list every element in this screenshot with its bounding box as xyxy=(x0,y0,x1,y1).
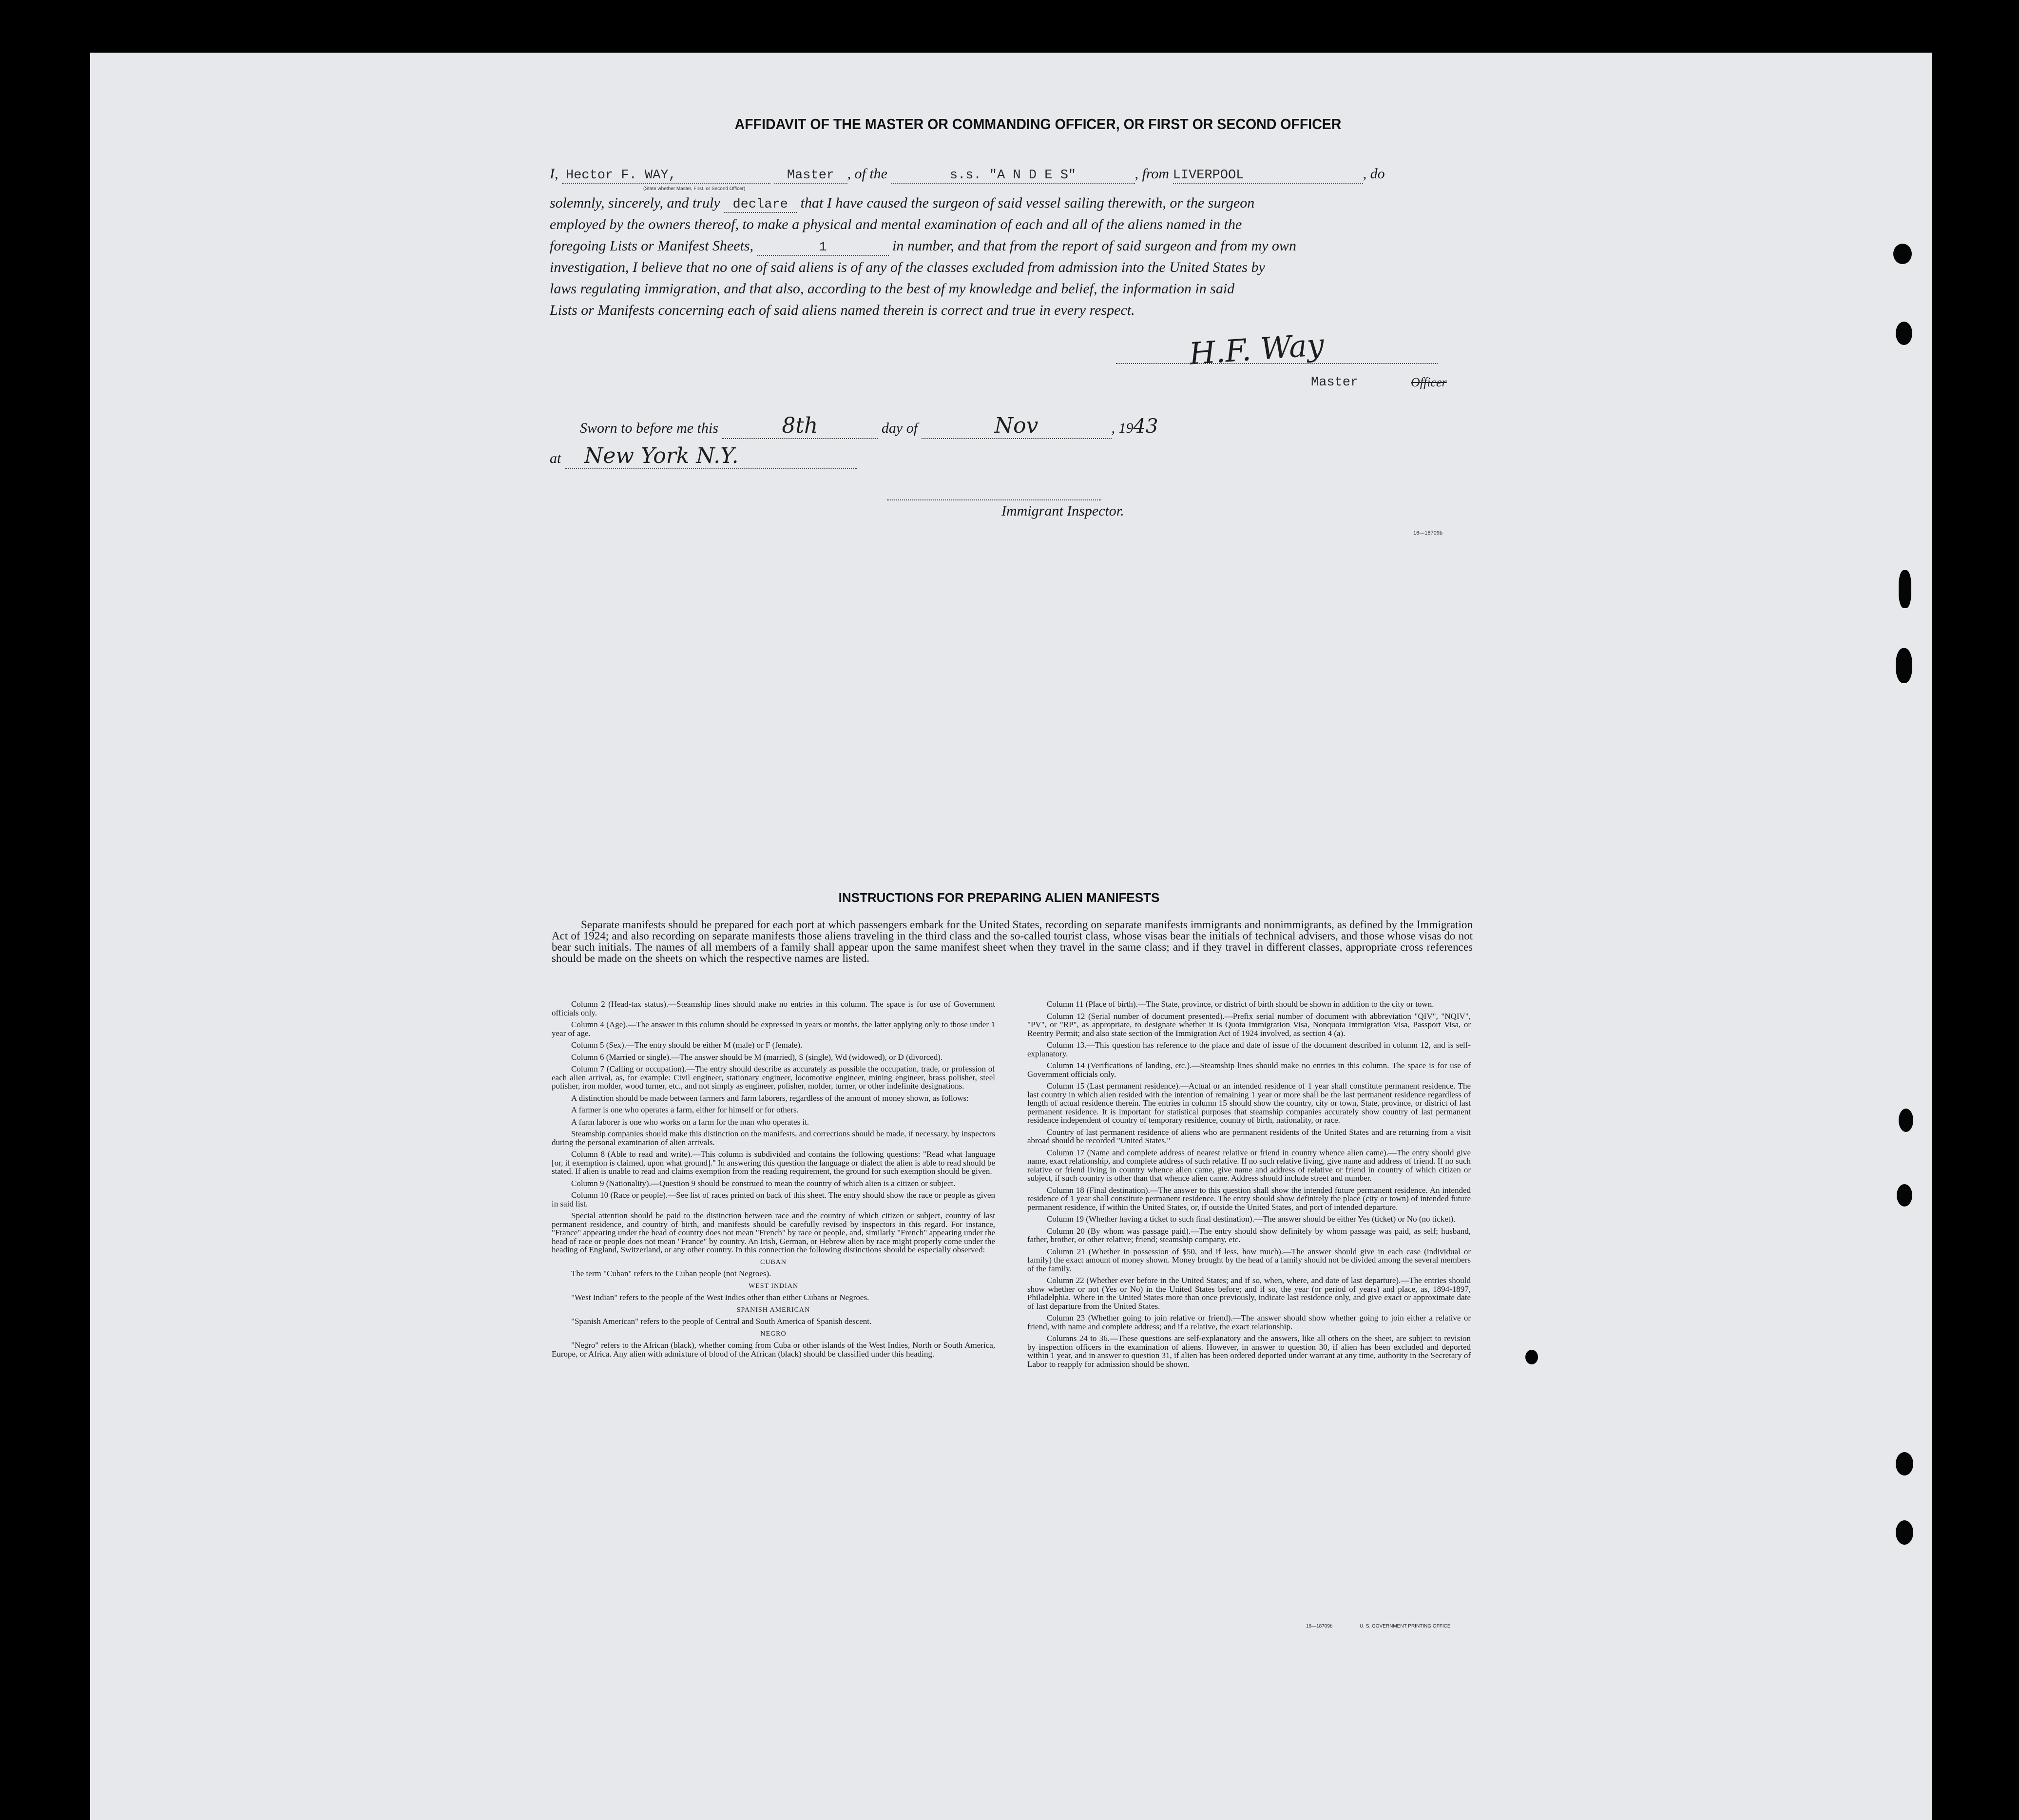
affidavit-i: I, xyxy=(550,166,558,182)
rank-note: (State whether Master, First, or Second Officer) xyxy=(643,186,746,192)
binder-hole xyxy=(1896,648,1912,683)
instructions-intro: Separate manifests should be prepared for each port at which passengers embark for the United States, recording on separate manifests immigrants and nonimmigrants, as defined by the Immigration Act of 1924; and also recording on separate manifests those aliens traveling in the third class and the so-called tourist class, whose visas bear the initials of technical advisers, and those whose visas do not bear such initials. The names of all members of a family shall appear upon the same manifest sheet when they travel in the same class; and if they travel in different classes, appropriate cross references should be made on the sheets on which the respective names are listed. xyxy=(552,919,1473,964)
binder-hole xyxy=(1896,1520,1913,1545)
cuban-heading: CUBAN xyxy=(760,1258,787,1266)
sheets-count: 1 xyxy=(757,240,889,256)
affidavit-line-3: employed by the owners thereof, to make a physical and mental examination of each and all of the aliens named in the xyxy=(550,216,1242,232)
columns-24-36-text: Columns 24 to 36.—These questions are self-explanatory and the answers, like all others on the sheet, are subject to revision by inspection officers in the examination of aliens. However, in answer to question 30, if alien has been excluded and deported within 1 year, and in answer to question 31, if alien has been ordered deported under warrant at any time, authority in the Secretary of Labor to reapply for admission should be shown. xyxy=(1027,1334,1471,1369)
special-attention-text: Special attention should be paid to the distinction between race and the country of which citizen or subject, country of last permanent residence, and country of birth, and manifests should be carefully revised by inspectors in this regard. For instance, "France" appearing under the head of country does not mean "French" by race or people, and, similarly "French" appearing under the head of race or people does not mean "France" by country. An Irish, German, or Hebrew alien by race might properly come under the heading of England, Switzerland, or any other country. In this connection the following distinctions should be especially observed: xyxy=(552,1211,995,1254)
officer-rank: Master xyxy=(774,168,847,184)
affidavit-line-2 xyxy=(550,195,1476,213)
from-text: , from xyxy=(1134,166,1170,182)
footer-printer: U. S. GOVERNMENT PRINTING OFFICE xyxy=(1360,1624,1451,1629)
sworn-month: Nov xyxy=(922,413,1112,439)
farmer-text: A farmer is one who operates a farm, either for himself or for others. xyxy=(571,1105,799,1114)
sworn-prefix: Sworn to before me this xyxy=(580,420,718,436)
binder-hole xyxy=(1896,322,1912,345)
instructions-left-column xyxy=(552,1000,995,1361)
negro-heading: NEGRO xyxy=(760,1330,787,1338)
column-15-text: Column 15 (Last permanent residence).—Actual or an intended residence of 1 year shall constitute permanent residence. The last country in which alien resided with the intention of remaining 1 year or more shall be the last permanent residence regardless of length of actual residence therein. The entries in column 15 should show the country, city or town, State, province, or district of last permanent residence. It is important for statistical purposes that steamship companies accurately show country of last permanent residence independent of country of temporary residence, country of birth, nationality, or race. xyxy=(1027,1081,1471,1125)
signature-line xyxy=(1116,363,1438,364)
of-the-text: , of the xyxy=(847,166,887,182)
master-signature: H.F. Way xyxy=(1188,326,1326,372)
affidavit-form-number: 16—18709b xyxy=(1413,530,1442,536)
affidavit-line-2-prefix: solemnly, sincerely, and truly xyxy=(550,195,720,211)
sworn-year: 43 xyxy=(1133,415,1158,438)
west-indian-heading: WEST INDIAN xyxy=(748,1282,799,1290)
signer-title: Master xyxy=(1311,375,1359,390)
steamship-text: Steamship companies should make this distinction on the manifests, and corrections should be made, if necessary, by inspectors during the personal examination of alien arrivals. xyxy=(552,1129,995,1147)
column-20-text: Column 20 (By whom was passage paid).—The entry should show definitely by whom passage was paid, as self; husband, father, brother, or other relative; friend; steamship company, etc. xyxy=(1027,1226,1471,1244)
affidavit-line-5: investigation, I believe that no one of said aliens is of any of the classes excluded from admission into the United States by xyxy=(550,259,1265,275)
column-19-text: Column 19 (Whether having a ticket to such final destination).—The answer should be either Yes (ticket) or No (no ticket). xyxy=(1047,1214,1456,1224)
column-14-text: Column 14 (Verifications of landing, etc.).—Steamship lines should make no entries in this column. The space is for use of Government officials only. xyxy=(1027,1061,1471,1079)
column-9-text: Column 9 (Nationality).—Question 9 should be construed to mean the country of which alien is a citizen or subject. xyxy=(571,1178,956,1188)
spanish-american-text: "Spanish American" refers to the people of Central and South America of Spanish descent. xyxy=(571,1317,872,1326)
column-2-text: Column 2 (Head-tax status).—Steamship lines should make no entries in this column. The space is for use of Government officials only. xyxy=(552,999,995,1017)
column-5-text: Column 5 (Sex).—The entry should be either M (male) or F (female). xyxy=(571,1040,803,1050)
sworn-place: New York N.Y. xyxy=(565,443,857,469)
footer-form-number: 16—18709b xyxy=(1306,1624,1333,1629)
at-text: at xyxy=(550,450,561,466)
place-line xyxy=(550,443,1476,469)
do-text: , do xyxy=(1363,166,1385,182)
binder-hole xyxy=(1893,244,1912,264)
inspector-label: Immigrant Inspector. xyxy=(1001,503,1124,519)
column-8-text: Column 8 (Able to read and write).—This column is subdivided and contains the following questions: "Read what language [or, if exemption is claimed, upon what ground]." In answering this question the language or dialect the alien is able to read should be stated. If alien is unable to read and claims exemption from the reading requirement, the ground for such exemption should be given. xyxy=(552,1149,995,1176)
column-22-text: Column 22 (Whether ever before in the United States; and if so, when, where, and date of last departure).—The entries should show whether or not (Yes or No) in the United States before; and if so, the year (or period of years) and place, as, 1894-1897, Philadelphia. Where in the United States more than once previously, indicate last residence only, and give exact or approximate date of last departure from the United States. xyxy=(1027,1276,1471,1311)
column-17-text: Column 17 (Name and complete address of nearest relative or friend in country whence alien came).—The entry should give name, exact relationship, and complete address of such relative. If no such relative living, give name and address of friend. If no such relative or friend living in country whence alien came, give name and address of relative or friend in country of which citizen or subject, if such country is other than that whence alien came. Address should include street and number. xyxy=(1027,1148,1471,1183)
negro-text: "Negro" refers to the African (black), whether coming from Cuba or other islands of the West Indies, North or South America, Europe, or Africa. Any alien with admixture of blood of the African (black) should be classified under this heading. xyxy=(552,1341,995,1359)
binder-hole xyxy=(1899,570,1911,608)
spanish-american-heading: SPANISH AMERICAN xyxy=(736,1306,810,1314)
instructions-title: INSTRUCTIONS FOR PREPARING ALIEN MANIFESTS xyxy=(838,890,1160,905)
column-7-text: Column 7 (Calling or occupation).—The entry should describe as accurately as possible the occupation, trade, or profession of each alien arrival, as, for example: Civil engineer, stationary engineer, locomotive engineer, mining engineer, brass polisher, steel polisher, iron molder, wood turner, etc., and not simply as engineer, polisher, molder, turner, or other indefinite designations. xyxy=(552,1064,995,1091)
day-of-text: day of xyxy=(881,420,918,436)
affidavit-line-2-rest: that I have caused the surgeon of said vessel sailing therewith, or the surgeon xyxy=(800,195,1255,211)
year-prefix: , 19 xyxy=(1111,420,1134,436)
cuban-text: The term "Cuban" refers to the Cuban people (not Negroes). xyxy=(571,1269,771,1278)
column-11-text: Column 11 (Place of birth).—The State, province, or district of birth should be shown in addition to the city or town. xyxy=(1047,999,1434,1009)
master-name: Hector F. WAY, xyxy=(562,168,770,184)
declare-field: declare xyxy=(724,197,797,213)
column-21-text: Column 21 (Whether in possession of $50, and if less, how much).—The answer should give in each case (individual or family) the exact amount of money shown. Money brought by the head of a family should not be divided among the several members of the family. xyxy=(1027,1246,1471,1273)
sworn-day: 8th xyxy=(722,413,878,439)
west-indian-text: "West Indian" refers to the people of the West Indies other than either Cubans or Negroes. xyxy=(571,1293,869,1302)
binder-hole xyxy=(1899,1109,1913,1132)
departure-port: LIVERPOOL xyxy=(1173,168,1363,184)
column-23-text: Column 23 (Whether going to join relative or friend).—The answer should show whether going to join either a relative or friend, with name and complete address; and if a relative, the exact relationship. xyxy=(1027,1313,1471,1331)
column-10-text: Column 10 (Race or people).—See list of races printed on back of this sheet. The entry should show the race or people as given in said list. xyxy=(552,1190,995,1208)
instructions-right-column xyxy=(1027,1000,1471,1372)
sworn-line xyxy=(580,413,1506,439)
affidavit-line-1 xyxy=(550,166,1476,184)
affidavit-title: AFFIDAVIT OF THE MASTER OR COMMANDING OFFICER, OR FIRST OR SECOND OFFICER xyxy=(734,115,1342,133)
column-13-text: Column 13.—This question has reference to the place and date of issue of the document described in column 12, and is self-explanatory. xyxy=(1027,1040,1471,1058)
farm-laborer-text: A farm laborer is one who works on a farm for the man who operates it. xyxy=(571,1117,809,1127)
affidavit-line-4-rest: in number, and that from the report of said surgeon and from my own xyxy=(892,238,1296,254)
distinction-text: A distinction should be made between farmers and farm laborers, regardless of the amount of money shown, as follows: xyxy=(571,1093,969,1103)
affidavit-line-4-prefix: foregoing Lists or Manifest Sheets, xyxy=(550,238,754,254)
binder-hole xyxy=(1896,1452,1913,1475)
column-6-text: Column 6 (Married or single).—The answer should be M (married), S (single), Wd (widowed), or D (divorced). xyxy=(571,1052,943,1062)
binder-hole xyxy=(1897,1184,1912,1207)
inspector-line xyxy=(887,499,1101,500)
ink-blot xyxy=(1525,1350,1538,1364)
affidavit-line-4 xyxy=(550,238,1476,256)
officer-word: Officer xyxy=(1411,375,1447,389)
vessel-name: s.s. "A N D E S" xyxy=(891,168,1135,184)
column-4-text: Column 4 (Age).—The answer in this column should be expressed in years or months, the latter applying only to those under 1 year of age. xyxy=(552,1020,995,1038)
column-18-text: Column 18 (Final destination).—The answer to this question shall show the intended future permanent residence. An intended residence of 1 year shall constitute permanent residence. The entry should show definitely the place (city or town) of intended future permanent residence, if within the United States, or, if outside the United States, and port of intended departure. xyxy=(1027,1185,1471,1212)
affidavit-line-7: Lists or Manifests concerning each of said aliens named therein is correct and true in every respect. xyxy=(550,302,1135,318)
column-12-text: Column 12 (Serial number of document presented).—Prefix serial number of document with abbreviation "QIV", "NQIV", "PV", or "RP", as appropriate, to designate whether it is Quota Immigration Visa, Nonquota Immigration Visa, Passport Visa, or Reentry Permit; and also state section of the Immigration Act of 1924 involved, as section 4 (a). xyxy=(1027,1011,1471,1038)
column-15b-text: Country of last permanent residence of aliens who are permanent residents of the United States and are returning from a visit abroad should be recorded "United States." xyxy=(1027,1127,1471,1145)
affidavit-line-6: laws regulating immigration, and that also, according to the best of my knowledge and belief, the information in said xyxy=(550,281,1235,297)
